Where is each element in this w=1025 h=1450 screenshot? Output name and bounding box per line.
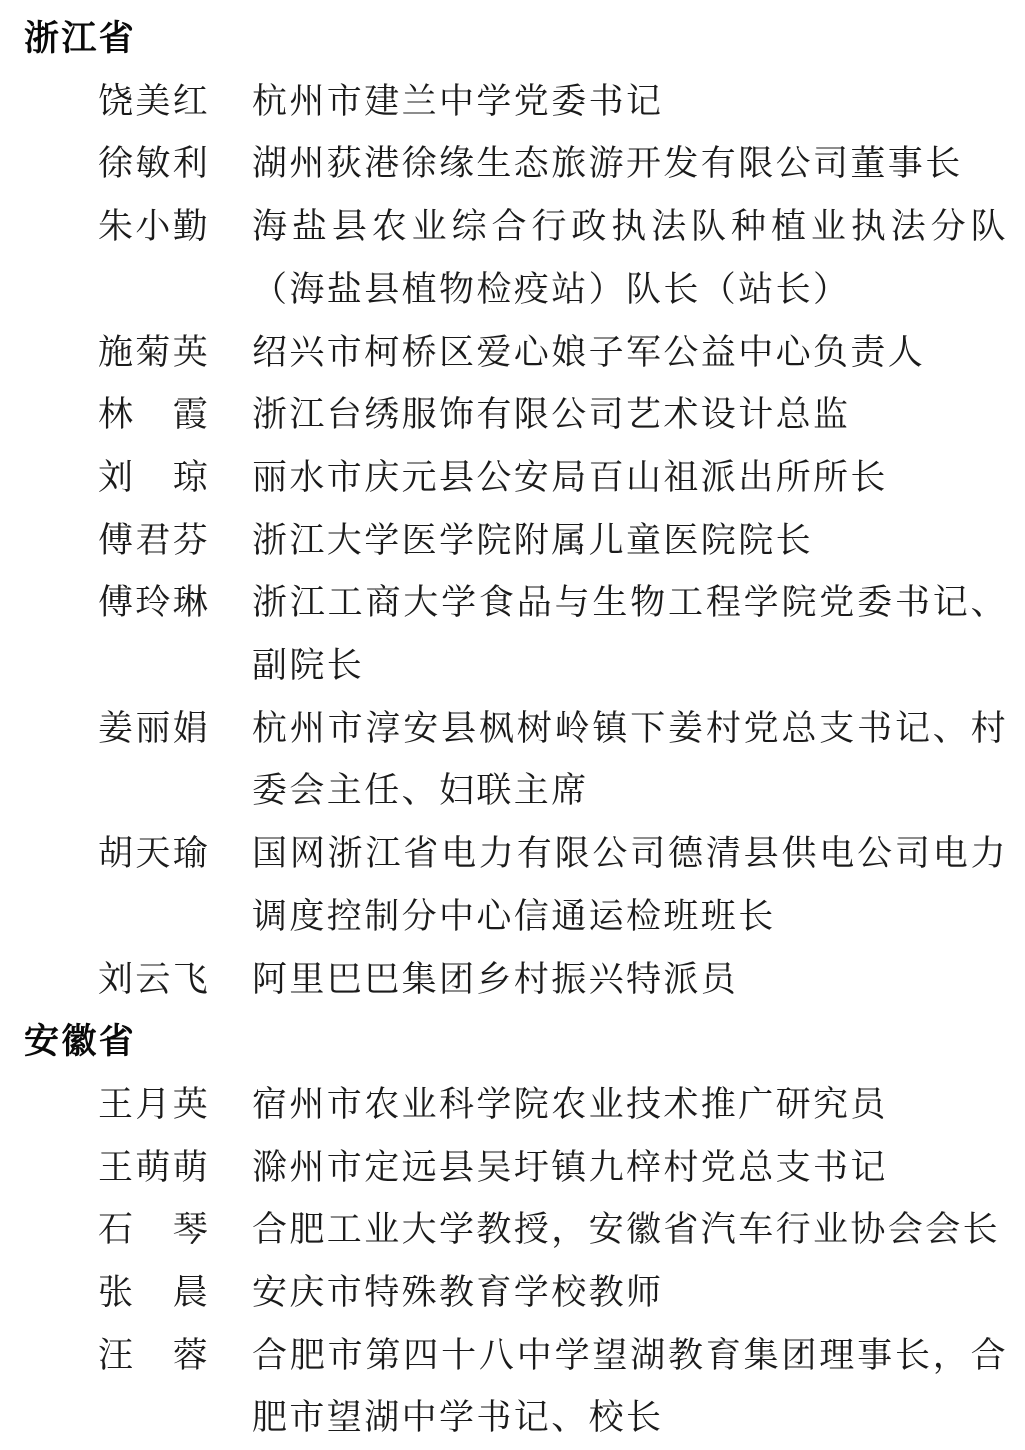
honoree-name: 汪 蓉 xyxy=(98,1335,211,1375)
honoree-name: 石 琴 xyxy=(98,1210,211,1250)
honoree-title: 浙江工商大学食品与生物工程学院党委书记、副院长 xyxy=(252,583,1008,686)
honoree-title: 安庆市特殊教育学校教师 xyxy=(252,1273,664,1313)
honoree-name: 张 晨 xyxy=(98,1273,211,1313)
honoree-title: 滁州市定远县吴圩镇九梓村党总支书记 xyxy=(252,1147,888,1187)
honoree-row xyxy=(0,447,1025,510)
honoree-title: 阿里巴巴集团乡村振兴特派员 xyxy=(252,959,739,999)
honoree-title: 海盐县农业综合行政执法队种植业执法分队（海盐县植物检疫站）队长（站长） xyxy=(252,207,1008,309)
honoree-title: 合肥市第四十八中学望湖教育集团理事长，合肥市望湖中学书记、校长 xyxy=(252,1335,1008,1438)
honoree-row xyxy=(0,823,1025,948)
province-section xyxy=(0,1011,1025,1450)
honoree-name: 王萌萌 xyxy=(98,1147,211,1187)
honoree-row xyxy=(0,322,1025,385)
honoree-name: 刘云飞 xyxy=(98,959,211,999)
honoree-name: 傅玲琳 xyxy=(98,583,211,623)
honoree-title: 湖州荻港徐缘生态旅游开发有限公司董事长 xyxy=(252,144,963,184)
honoree-row xyxy=(0,1325,1025,1450)
honoree-row xyxy=(0,572,1025,697)
honoree-row xyxy=(0,1074,1025,1137)
honoree-title: 杭州市淳安县枫树岭镇下姜村党总支书记、村委会主任、妇联主席 xyxy=(252,708,1008,811)
honoree-row xyxy=(0,949,1025,1012)
honoree-name: 傅君芬 xyxy=(98,520,211,560)
honoree-row xyxy=(0,1199,1025,1262)
honoree-title: 浙江大学医学院附属儿童医院院长 xyxy=(252,520,814,560)
honoree-name: 朱小勤 xyxy=(98,207,211,247)
honoree-row xyxy=(0,133,1025,196)
honoree-name: 王月英 xyxy=(98,1084,211,1124)
honoree-name: 饶美红 xyxy=(98,81,211,121)
honoree-title: 绍兴市柯桥区爱心娘子军公益中心负责人 xyxy=(252,332,926,372)
honoree-title: 宿州市农业科学院农业技术推广研究员 xyxy=(252,1084,888,1124)
province-section xyxy=(0,8,1025,1011)
honoree-row xyxy=(0,196,1025,321)
honoree-title: 丽水市庆元县公安局百山祖派出所所长 xyxy=(252,457,888,497)
honoree-name: 施菊英 xyxy=(98,332,211,372)
honoree-row xyxy=(0,384,1025,447)
honoree-title: 浙江台绣服饰有限公司艺术设计总监 xyxy=(252,395,851,435)
province-header: 浙江省 xyxy=(24,19,137,58)
honoree-row xyxy=(0,1137,1025,1200)
honoree-row xyxy=(0,510,1025,573)
honoree-title: 合肥工业大学教授，安徽省汽车行业协会会长 xyxy=(252,1210,1001,1250)
province-header: 安徽省 xyxy=(24,1022,137,1062)
honoree-title: 杭州市建兰中学党委书记 xyxy=(252,81,664,121)
honoree-row xyxy=(0,71,1025,134)
honoree-name: 徐敏利 xyxy=(98,144,211,184)
honoree-name: 林 霞 xyxy=(98,395,211,435)
honoree-row xyxy=(0,1262,1025,1325)
honoree-name: 刘 琼 xyxy=(98,457,211,497)
honoree-row xyxy=(0,698,1025,823)
honoree-name: 姜丽娟 xyxy=(98,708,211,748)
honoree-title: 国网浙江省电力有限公司德清县供电公司电力调度控制分中心信通运检班班长 xyxy=(252,834,1008,936)
honoree-name: 胡天瑜 xyxy=(98,834,211,874)
